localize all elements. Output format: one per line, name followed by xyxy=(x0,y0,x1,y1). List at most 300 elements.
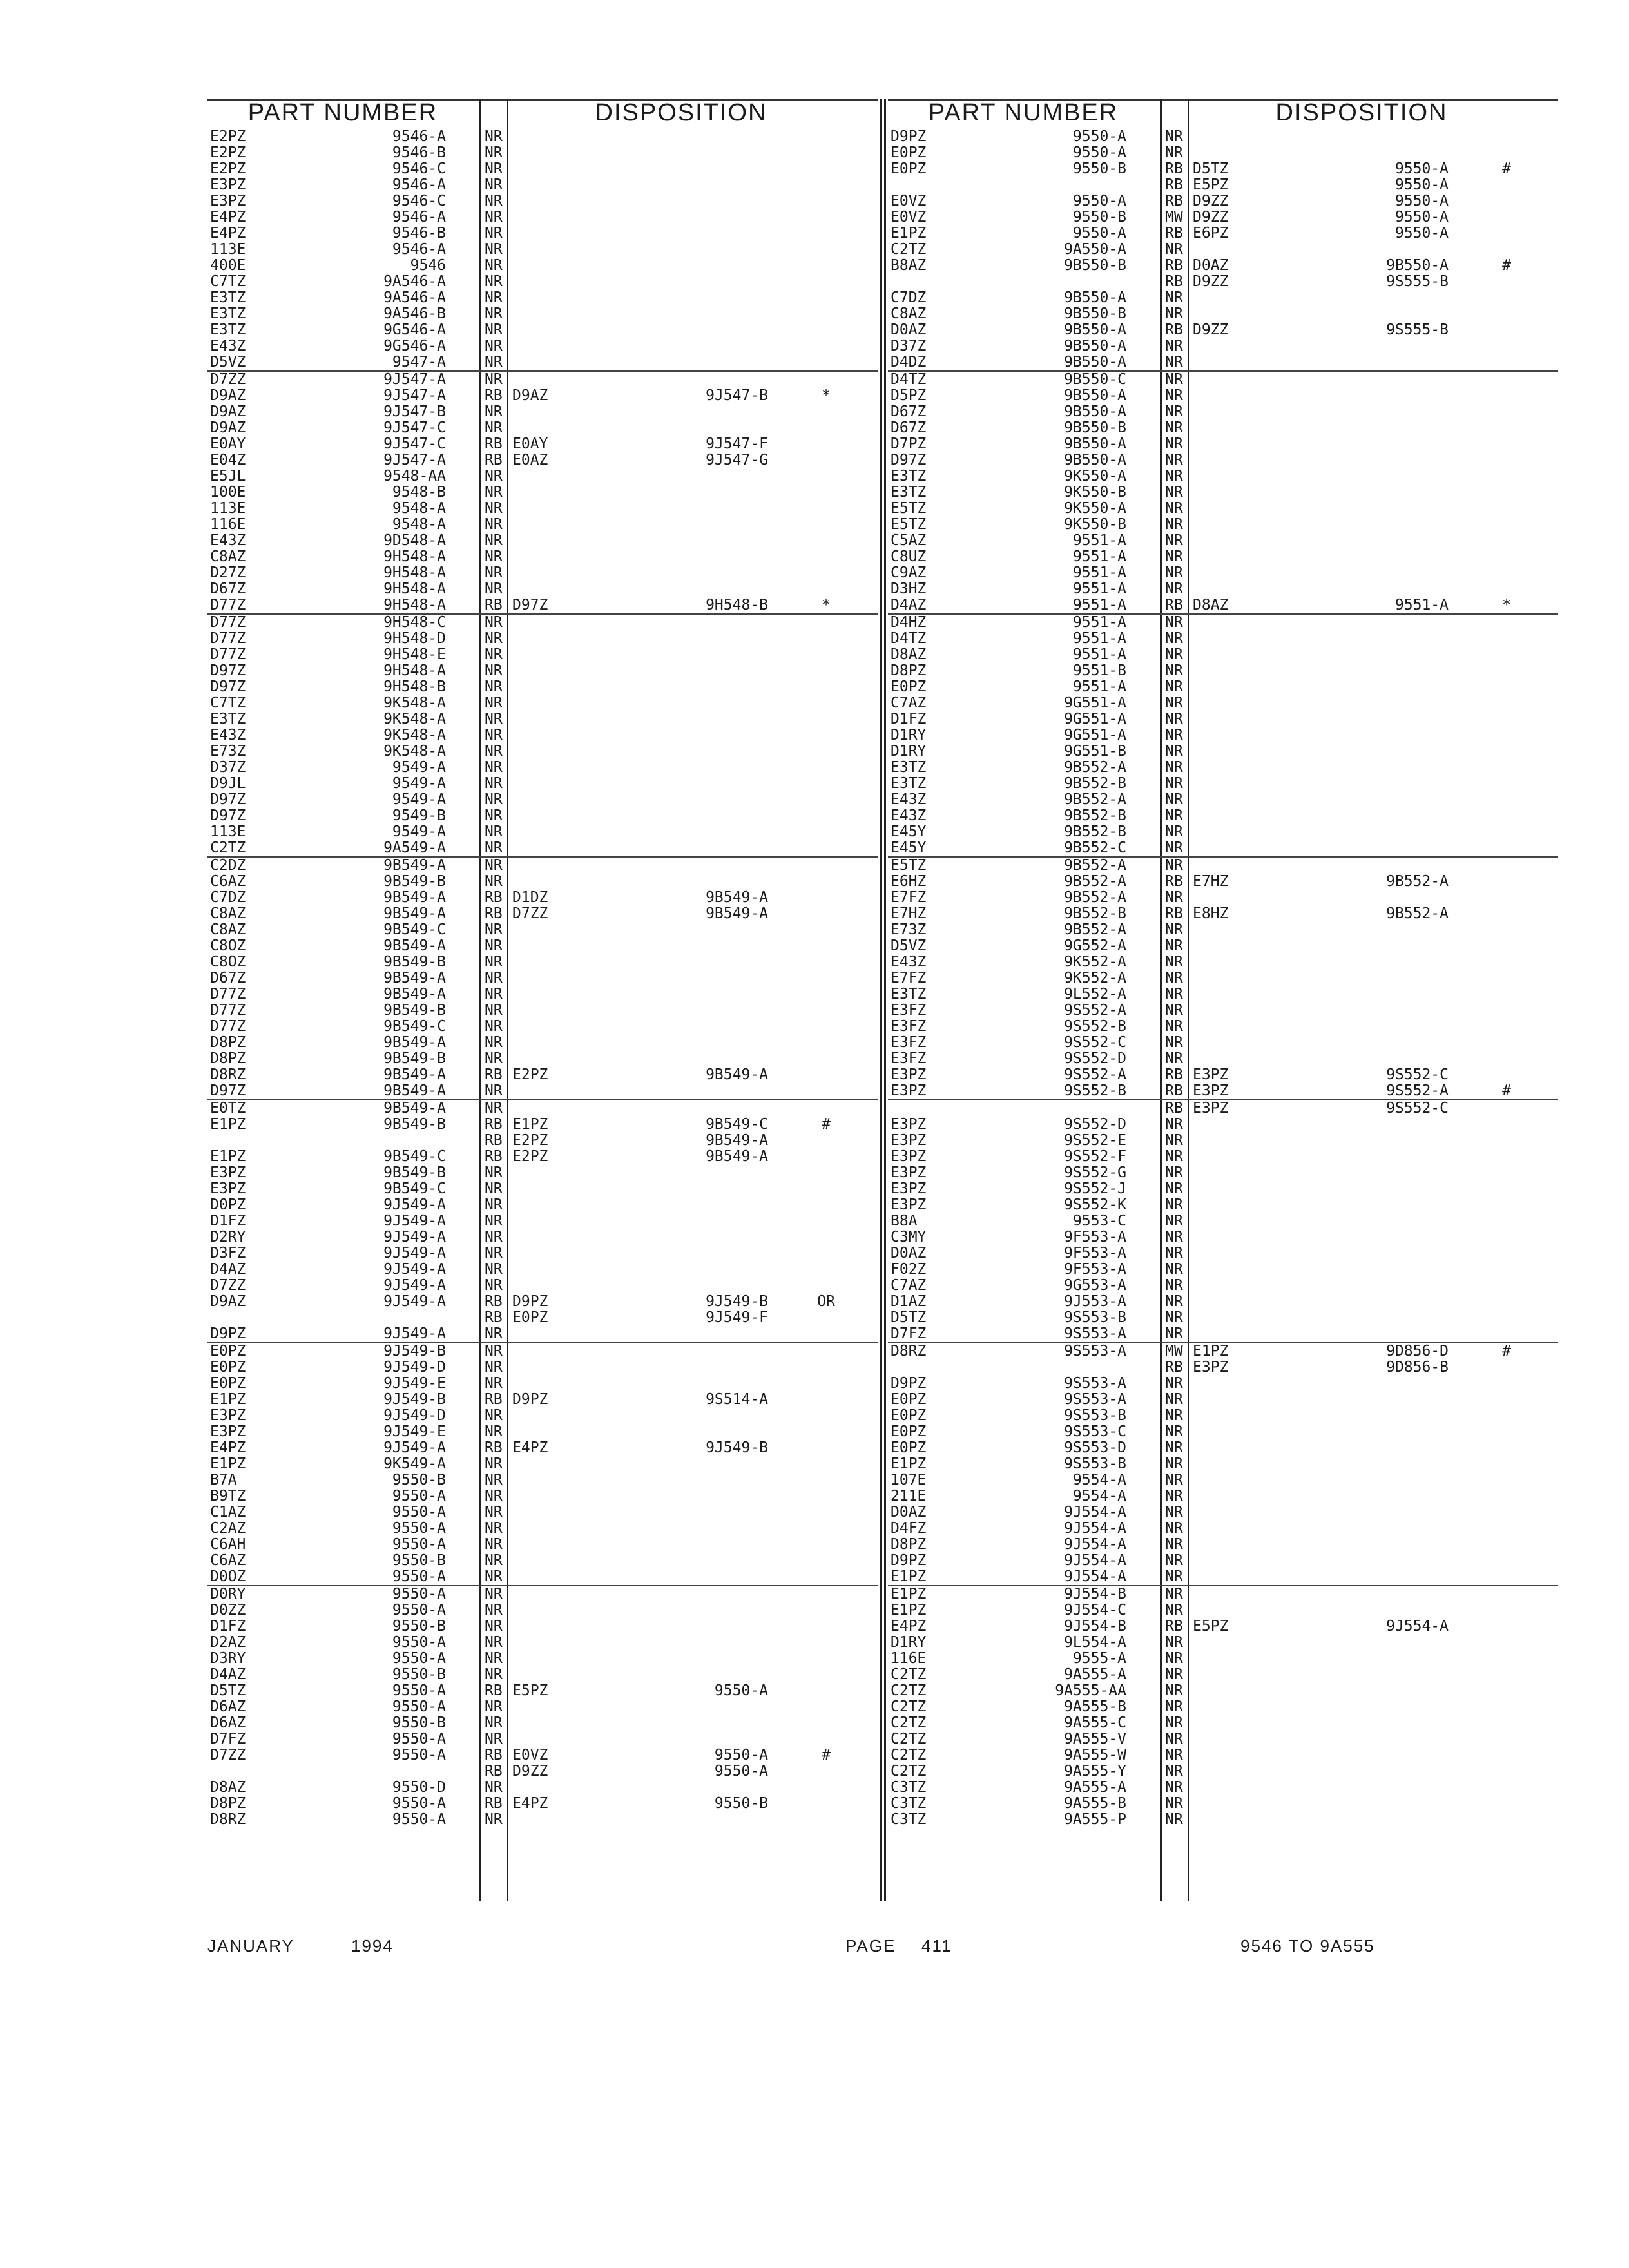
part-number: 9553-C xyxy=(1072,1213,1126,1229)
table-row xyxy=(888,370,1558,388)
disposition-code: NR xyxy=(1165,1666,1183,1683)
part-prefix: E1PZ xyxy=(210,1391,246,1408)
part-number: 9549-A xyxy=(392,823,446,840)
table-row xyxy=(207,436,878,452)
part-prefix: E0PZ xyxy=(210,1343,246,1360)
table-row xyxy=(207,370,878,388)
part-prefix: E3PZ xyxy=(891,1132,927,1149)
disposition-code: NR xyxy=(1165,1682,1183,1699)
disposition-code: NR xyxy=(485,1245,503,1262)
table-row xyxy=(888,517,1558,533)
disposition-code: NR xyxy=(485,678,503,695)
disposition-code: NR xyxy=(1165,1229,1183,1245)
part-number: 9B549-C xyxy=(383,1018,446,1035)
disposition-code: NR xyxy=(485,1100,503,1117)
disposition-code: NR xyxy=(1165,1148,1183,1165)
part-number: 9H548-B xyxy=(383,678,446,695)
part-number: 9S552-A xyxy=(1064,1066,1126,1083)
disposition-code: NR xyxy=(485,614,503,631)
part-prefix: D3RY xyxy=(210,1650,246,1667)
part-number: 9551-A xyxy=(1072,532,1126,549)
disposition-code: RB xyxy=(485,1795,503,1812)
disposition-code: RB xyxy=(485,1309,503,1326)
replacement-prefix: E5PZ xyxy=(1193,177,1229,193)
disposition-code: NR xyxy=(1165,468,1183,485)
part-number: 9550-A xyxy=(392,1795,446,1812)
part-number: 9550-A xyxy=(392,1731,446,1747)
disposition-code: NR xyxy=(1165,1375,1183,1392)
table-row xyxy=(888,597,1558,613)
replacement-number: 9B550-A xyxy=(1386,257,1449,274)
part-prefix: D97Z xyxy=(210,662,246,679)
disposition-code: NR xyxy=(1165,791,1183,808)
part-number: 9A555-B xyxy=(1064,1698,1126,1715)
replacement-prefix: E3PZ xyxy=(1193,1100,1229,1117)
part-number: 9550-A xyxy=(392,1634,446,1651)
part-prefix: D37Z xyxy=(891,338,927,354)
table-row xyxy=(888,1796,1558,1812)
table-row xyxy=(888,663,1558,679)
part-number: 9K549-A xyxy=(383,1456,446,1472)
table-row xyxy=(207,1245,878,1262)
part-number: 9J549-A xyxy=(383,1325,446,1342)
part-number: 9J547-C xyxy=(383,436,446,452)
part-prefix: D7ZZ xyxy=(210,1277,246,1294)
part-number: 9551-A xyxy=(1072,564,1126,581)
part-number: 9B549-C xyxy=(383,1148,446,1165)
replacement-prefix: E1PZ xyxy=(512,1116,548,1133)
note-mark: # xyxy=(822,1116,831,1133)
part-prefix: D77Z xyxy=(210,986,246,1003)
table-row xyxy=(207,1472,878,1488)
footer-month: JANUARY xyxy=(207,1936,294,1956)
part-number: 9548-AA xyxy=(383,468,446,485)
part-prefix: D2AZ xyxy=(210,1634,246,1651)
table-row xyxy=(207,388,878,404)
table-row xyxy=(207,242,878,258)
disposition-code: NR xyxy=(485,1586,503,1602)
part-number: 9547-A xyxy=(392,354,446,370)
part-number: 9B552-B xyxy=(1064,807,1126,824)
part-prefix: E1PZ xyxy=(210,1456,246,1472)
table-row xyxy=(888,1553,1558,1569)
disposition-code: NR xyxy=(1165,144,1183,161)
disposition-code: NR xyxy=(1165,128,1183,145)
table-row xyxy=(207,1602,878,1619)
disposition-code: NR xyxy=(485,1602,503,1619)
disposition-code: NR xyxy=(1165,548,1183,565)
replacement-prefix: D1DZ xyxy=(512,889,548,906)
table-row xyxy=(888,856,1558,874)
part-number: 9J553-A xyxy=(1064,1293,1126,1310)
table-row xyxy=(207,613,878,631)
table-row xyxy=(207,1083,878,1099)
replacement-number: 9J554-A xyxy=(1386,1618,1449,1635)
table-row xyxy=(888,533,1558,549)
table-row xyxy=(888,258,1558,274)
disposition-code: NR xyxy=(1165,1034,1183,1051)
part-prefix: E3PZ xyxy=(210,1423,246,1440)
part-number: 9H548-A xyxy=(383,564,446,581)
table-row xyxy=(888,1667,1558,1683)
disposition-code: NR xyxy=(1165,1261,1183,1278)
table-row xyxy=(207,970,878,986)
part-number: 9B550-B xyxy=(1064,419,1126,436)
part-number: 9F553-A xyxy=(1064,1229,1126,1245)
part-number: 9B550-C xyxy=(1064,371,1126,388)
disposition-code: NR xyxy=(1165,630,1183,647)
table-row xyxy=(207,954,878,970)
disposition-code: NR xyxy=(485,1504,503,1521)
disposition-code: RB xyxy=(485,905,503,922)
disposition-code: NR xyxy=(485,532,503,549)
disposition-code: NR xyxy=(485,209,503,226)
table-row xyxy=(207,1763,878,1780)
disposition-code: NR xyxy=(1165,1602,1183,1619)
disposition-code: NR xyxy=(485,564,503,581)
disposition-code: NR xyxy=(1165,1731,1183,1747)
table-row xyxy=(888,890,1558,906)
table-row xyxy=(888,129,1558,145)
part-number: 9B550-A xyxy=(1064,322,1126,338)
replacement-number: 9J547-F xyxy=(706,436,768,452)
disposition-code: NR xyxy=(485,1002,503,1019)
disposition-code: NR xyxy=(1165,564,1183,581)
replacement-number: 9J549-F xyxy=(706,1309,768,1326)
table-row xyxy=(888,1424,1558,1440)
disposition-code: RB xyxy=(1165,1100,1183,1117)
disposition-code: RB xyxy=(485,1132,503,1149)
table-row xyxy=(888,290,1558,306)
disposition-code: NR xyxy=(485,970,503,986)
part-number: 9550-A xyxy=(392,1650,446,1667)
part-prefix: 116E xyxy=(210,516,246,533)
disposition-code: NR xyxy=(485,548,503,565)
part-prefix: C6AH xyxy=(210,1536,246,1553)
disposition-code: NR xyxy=(485,1034,503,1051)
table-row xyxy=(888,1619,1558,1635)
disposition-code: NR xyxy=(1165,305,1183,322)
part-prefix: D5PZ xyxy=(891,387,927,404)
part-number: 9B552-A xyxy=(1064,873,1126,890)
part-number: 9B549-A xyxy=(383,986,446,1003)
replacement-prefix: E3PZ xyxy=(1193,1066,1229,1083)
table-row xyxy=(888,306,1558,322)
table-row xyxy=(207,840,878,856)
part-number: 9K548-A xyxy=(383,743,446,760)
disposition-code: NR xyxy=(485,193,503,209)
disposition-code: NR xyxy=(485,937,503,954)
disposition-code: NR xyxy=(1165,889,1183,906)
table-row xyxy=(207,420,878,436)
part-prefix: E0PZ xyxy=(210,1359,246,1376)
part-number: 9550-A xyxy=(1072,144,1126,161)
disposition-code: NR xyxy=(1165,436,1183,452)
part-number: 9550-A xyxy=(392,1747,446,1763)
table-row xyxy=(207,922,878,938)
disposition-code: NR xyxy=(1165,986,1183,1003)
part-number: 9B549-A xyxy=(383,857,446,874)
part-prefix: C8AZ xyxy=(210,905,246,922)
part-prefix: D0AZ xyxy=(891,1504,927,1521)
part-prefix: E4PZ xyxy=(210,1439,246,1456)
part-number: 9J547-A xyxy=(383,371,446,388)
part-number: 9B549-B xyxy=(383,954,446,970)
table-row xyxy=(207,1585,878,1602)
disposition-code: RB xyxy=(485,1116,503,1133)
part-prefix: D97Z xyxy=(210,807,246,824)
table-row xyxy=(207,1488,878,1504)
part-prefix: E0PZ xyxy=(891,1439,927,1456)
part-number: 9550-B xyxy=(392,1666,446,1683)
table-row xyxy=(888,1440,1558,1456)
table-row xyxy=(888,922,1558,938)
disposition-code: NR xyxy=(1165,743,1183,760)
part-prefix: E5TZ xyxy=(891,500,927,517)
disposition-code: RB xyxy=(1165,193,1183,209)
note-mark: # xyxy=(822,1747,831,1763)
part-prefix: C7TZ xyxy=(210,695,246,711)
disposition-code: NR xyxy=(1165,1407,1183,1424)
table-row xyxy=(888,613,1558,631)
disposition-code: NR xyxy=(1165,711,1183,727)
disposition-code: NR xyxy=(1165,1245,1183,1262)
part-prefix: C5AZ xyxy=(891,532,927,549)
disposition-code: NR xyxy=(485,1552,503,1569)
table-row xyxy=(888,1310,1558,1326)
part-number: 9J549-A xyxy=(383,1293,446,1310)
part-number: 9550-A xyxy=(392,1536,446,1553)
part-prefix: D0AZ xyxy=(891,322,927,338)
table-row xyxy=(207,597,878,613)
disposition-code: NR xyxy=(1165,532,1183,549)
part-prefix: D1RY xyxy=(891,727,927,744)
table-row xyxy=(888,792,1558,808)
part-prefix: E3TZ xyxy=(891,986,927,1003)
disposition-header: DISPOSITION xyxy=(595,99,767,126)
disposition-code: NR xyxy=(1165,581,1183,597)
table-row xyxy=(207,354,878,370)
disposition-code: NR xyxy=(485,241,503,258)
part-number: 9551-A xyxy=(1072,678,1126,695)
part-prefix: C8AZ xyxy=(210,921,246,938)
part-number: 9B549-A xyxy=(383,937,446,954)
part-prefix: E3FZ xyxy=(891,1050,927,1067)
disposition-code: NR xyxy=(485,743,503,760)
disposition-code: NR xyxy=(1165,775,1183,792)
disposition-code: RB xyxy=(485,1763,503,1780)
part-number: 9L554-A xyxy=(1064,1634,1126,1651)
replacement-number: 9D856-D xyxy=(1386,1343,1449,1360)
part-prefix: 116E xyxy=(891,1650,927,1667)
part-number: 9J547-B xyxy=(383,403,446,420)
part-number: 9J554-A xyxy=(1064,1536,1126,1553)
part-prefix: D7FZ xyxy=(891,1325,927,1342)
part-prefix: D9PZ xyxy=(210,1325,246,1342)
part-number: 9G546-A xyxy=(383,322,446,338)
disposition-code: NR xyxy=(1165,1634,1183,1651)
disposition-code: NR xyxy=(1165,354,1183,370)
part-number: 9H548-D xyxy=(383,630,446,647)
table-row xyxy=(888,1537,1558,1553)
part-number: 9J554-A xyxy=(1064,1504,1126,1521)
note-mark: * xyxy=(1502,597,1511,613)
part-prefix: E3TZ xyxy=(210,305,246,322)
part-prefix: C8OZ xyxy=(210,937,246,954)
part-number: 9551-A xyxy=(1072,581,1126,597)
part-prefix: E3PZ xyxy=(891,1066,927,1083)
part-prefix: E7FZ xyxy=(891,970,927,986)
note-mark: # xyxy=(1502,257,1511,274)
part-prefix: C2TZ xyxy=(210,840,246,856)
part-prefix: D5VZ xyxy=(891,937,927,954)
part-prefix: E2PZ xyxy=(210,160,246,177)
disposition-code: NR xyxy=(485,759,503,776)
part-prefix: D9JL xyxy=(210,775,246,792)
table-row xyxy=(888,242,1558,258)
part-prefix: D8PZ xyxy=(210,1034,246,1051)
replacement-prefix: D9ZZ xyxy=(512,1763,548,1780)
part-prefix: E3FZ xyxy=(891,1002,927,1019)
disposition-code: NR xyxy=(1165,1811,1183,1828)
part-number: 9550-A xyxy=(1072,193,1126,209)
part-number: 9550-B xyxy=(1072,209,1126,226)
part-prefix: D8PZ xyxy=(891,1536,927,1553)
part-prefix: D77Z xyxy=(210,1018,246,1035)
part-number: 9B552-A xyxy=(1064,759,1126,776)
disposition-code: NR xyxy=(485,177,503,193)
table-row xyxy=(207,1149,878,1165)
table-row xyxy=(888,1780,1558,1796)
table-row xyxy=(207,808,878,824)
table-row xyxy=(888,938,1558,954)
table-row xyxy=(207,986,878,1003)
disposition-code: NR xyxy=(485,1343,503,1360)
table-row xyxy=(888,711,1558,727)
part-prefix: E43Z xyxy=(210,532,246,549)
part-prefix: C2AZ xyxy=(210,1520,246,1537)
part-number: 9B550-A xyxy=(1064,403,1126,420)
part-number: 9A550-A xyxy=(1064,241,1126,258)
part-prefix: D0ZZ xyxy=(210,1602,246,1619)
part-prefix: D4FZ xyxy=(891,1520,927,1537)
table-row xyxy=(207,306,878,322)
part-number: 9J549-A xyxy=(383,1261,446,1278)
table-row xyxy=(207,1003,878,1019)
table-row xyxy=(888,161,1558,177)
table-row xyxy=(888,1683,1558,1699)
table-row xyxy=(207,1780,878,1796)
table-row xyxy=(888,647,1558,663)
part-prefix: E0PZ xyxy=(891,144,927,161)
replacement-prefix: E3PZ xyxy=(1193,1082,1229,1099)
table-row xyxy=(888,1635,1558,1651)
table-row xyxy=(207,322,878,338)
part-number: 9A555-P xyxy=(1064,1811,1126,1828)
part-prefix: E5TZ xyxy=(891,516,927,533)
table-row xyxy=(207,290,878,306)
table-row xyxy=(888,1747,1558,1763)
part-number: 9546-A xyxy=(392,177,446,193)
disposition-code: NR xyxy=(1165,1698,1183,1715)
replacement-number: 9S552-C xyxy=(1386,1100,1449,1117)
disposition-code: RB xyxy=(1165,225,1183,242)
part-number: 9S553-A xyxy=(1064,1325,1126,1342)
part-number: 9B549-B xyxy=(383,1164,446,1181)
part-prefix: D7ZZ xyxy=(210,1747,246,1763)
replacement-prefix: E5PZ xyxy=(512,1682,548,1699)
table-row xyxy=(207,258,878,274)
disposition-code: NR xyxy=(485,419,503,436)
table-row xyxy=(888,274,1558,290)
disposition-code: NR xyxy=(1165,954,1183,970)
part-number: 9S553-B xyxy=(1064,1456,1126,1472)
table-row xyxy=(207,1747,878,1763)
disposition-code: NR xyxy=(485,1196,503,1213)
table-row xyxy=(207,338,878,354)
disposition-code: NR xyxy=(485,289,503,306)
part-prefix: D5TZ xyxy=(891,1309,927,1326)
disposition-code: NR xyxy=(485,1666,503,1683)
part-prefix: C3TZ xyxy=(891,1779,927,1796)
part-prefix: C8AZ xyxy=(891,305,927,322)
part-number: 9J549-A xyxy=(383,1229,446,1245)
part-number: 9B550-A xyxy=(1064,436,1126,452)
part-number: 9J547-A xyxy=(383,452,446,468)
part-number: 9G552-A xyxy=(1064,937,1126,954)
part-prefix: D1RY xyxy=(891,1634,927,1651)
table-row xyxy=(888,824,1558,840)
table-row xyxy=(207,856,878,874)
disposition-code: NR xyxy=(1165,727,1183,744)
disposition-code: NR xyxy=(485,1650,503,1667)
footer-page-number: 411 xyxy=(921,1936,952,1956)
part-number: 9K550-B xyxy=(1064,484,1126,501)
part-number: 9A555-Y xyxy=(1064,1763,1126,1780)
part-number: 9550-B xyxy=(392,1715,446,1731)
disposition-code: RB xyxy=(485,1682,503,1699)
table-row xyxy=(888,177,1558,193)
part-prefix: C2TZ xyxy=(891,1682,927,1699)
part-number: 9550-A xyxy=(392,1811,446,1828)
part-number: 9546-B xyxy=(392,225,446,242)
disposition-code: NR xyxy=(1165,516,1183,533)
table-row xyxy=(207,1504,878,1521)
part-prefix: E1PZ xyxy=(891,1586,927,1602)
part-number: 9K548-A xyxy=(383,695,446,711)
footer-page-label: PAGE xyxy=(845,1936,896,1956)
part-prefix: D9AZ xyxy=(210,387,246,404)
disposition-code: NR xyxy=(485,1536,503,1553)
part-number: 9H548-A xyxy=(383,581,446,597)
disposition-code: NR xyxy=(485,921,503,938)
table-row xyxy=(207,1667,878,1683)
disposition-code: NR xyxy=(1165,387,1183,404)
part-prefix: D0RY xyxy=(210,1586,246,1602)
part-number: 9B550-A xyxy=(1064,387,1126,404)
disposition-code: NR xyxy=(485,1050,503,1067)
part-prefix: D9PZ xyxy=(891,1552,927,1569)
part-prefix: E3TZ xyxy=(891,775,927,792)
part-prefix: D97Z xyxy=(210,1082,246,1099)
part-prefix: 113E xyxy=(210,500,246,517)
table-row xyxy=(207,1456,878,1472)
part-number: 9549-A xyxy=(392,791,446,808)
table-row xyxy=(888,1569,1558,1585)
table-row xyxy=(207,1181,878,1197)
part-number: 9H548-A xyxy=(383,662,446,679)
table-row xyxy=(888,1699,1558,1715)
